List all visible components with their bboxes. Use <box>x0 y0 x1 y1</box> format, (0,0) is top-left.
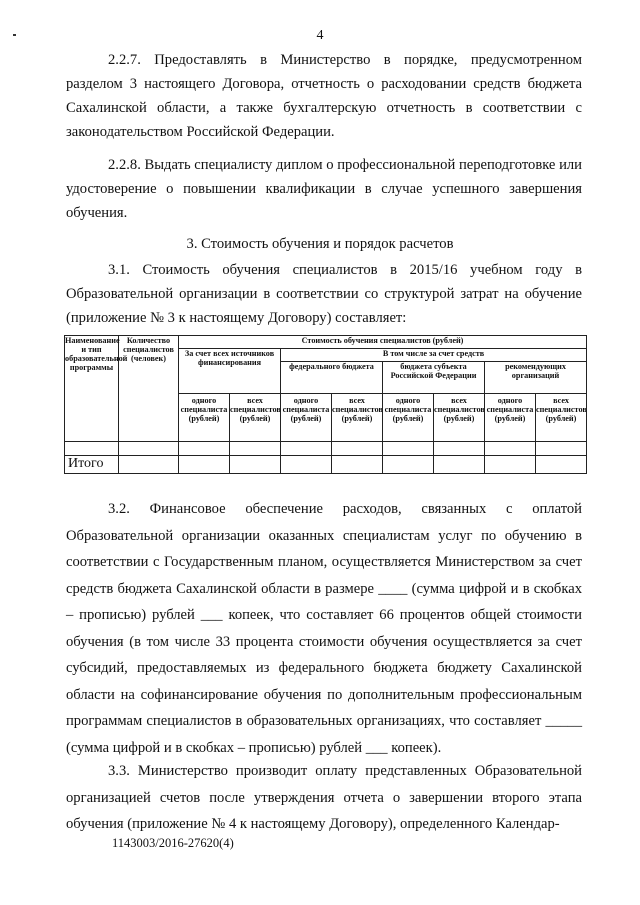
header-federal: федерального бюджета <box>281 362 383 394</box>
table-row <box>65 441 587 455</box>
paragraph-3-3: 3.3. Министерство производит оплату представленных Образовательной организацией счетов после утверждения отчета о завершении второго этапа обучения (приложение № 4 к настоящему Договору), определенного Календар- <box>66 763 582 832</box>
subheader-all: всех специалистов (рублей) <box>536 394 587 441</box>
subheader-all: всех специалистов (рублей) <box>230 394 281 441</box>
paragraph-3-2: 3.2. Финансовое обеспечение расходов, связанных с оплатой Образовательной организации оказанных специалистам услуг по обучению в соответствии с Государственным планом, осуществляется Министерством за счет средств бюджета Сахалинской области в размере ____ (сумма цифрой и в скобках – прописью) рублей ___ копеек, что составляет 66 процентов общей стоимости обучения (в том числе 33 процента стоимости обучения осуществляется за счет субсидий, предоставляемых из федерального бюджета бюджету Сахалинской области на софинансирование обучения по дополнительным профессиональным программам специалистов в образовательных организациях, что составляет _____ (сумма цифрой и в скобках – прописью) рублей ___ копеек). <box>66 501 582 756</box>
header-count: Количество специалистов (человек) <box>119 336 179 442</box>
header-cost: Стоимость обучения специалистов (рублей) <box>179 336 587 349</box>
subheader-all: всех специалистов (рублей) <box>332 394 383 441</box>
page-number: 4 <box>316 28 324 43</box>
header-including: В том числе за счет средств <box>281 349 587 362</box>
paragraph-3-1: 3.1. Стоимость обучения специалистов в 2015/16 учебном году в Образовательной организации в соответствии со структурой затрат на обучение (приложение № 3 к настоящему Договору) составляет: <box>66 262 582 326</box>
subheader-per-one: одного специалиста (рублей) <box>281 394 332 441</box>
subheader-per-one: одного специалиста (рублей) <box>383 394 434 441</box>
header-recommending: рекомендующих организаций <box>485 362 587 394</box>
header-all-sources: За счет всех источников финансирования <box>179 349 281 394</box>
table-row-total <box>65 455 587 473</box>
section-3-heading: 3. Стоимость обучения и порядок расчетов <box>186 236 454 252</box>
paragraph-2-2-8: 2.2.8. Выдать специалисту диплом о профессиональной переподготовке или удостоверение о повышении квалификации в случае успешного завершения обучения. <box>66 157 582 221</box>
document-code: 1143003/2016-27620(4) <box>112 836 234 850</box>
subheader-per-one: одного специалиста (рублей) <box>179 394 230 441</box>
subheader-per-one: одного специалиста (рублей) <box>485 394 536 441</box>
paragraph-2-2-7: 2.2.7. Предоставлять в Министерство в порядке, предусмотренном разделом 3 настоящего Договора, отчетность о расходовании средств бюджета Сахалинской области, а также бухгалтерскую отчетность в соответствии с законодательством Российской Федерации. <box>66 52 582 140</box>
header-program: Наименование и тип образовательной программы <box>65 336 119 442</box>
header-regional: бюджета субъекта Российской Федерации <box>383 362 485 394</box>
total-label: Итого <box>65 455 119 473</box>
subheader-all: всех специалистов (рублей) <box>434 394 485 441</box>
cost-table <box>64 335 587 474</box>
